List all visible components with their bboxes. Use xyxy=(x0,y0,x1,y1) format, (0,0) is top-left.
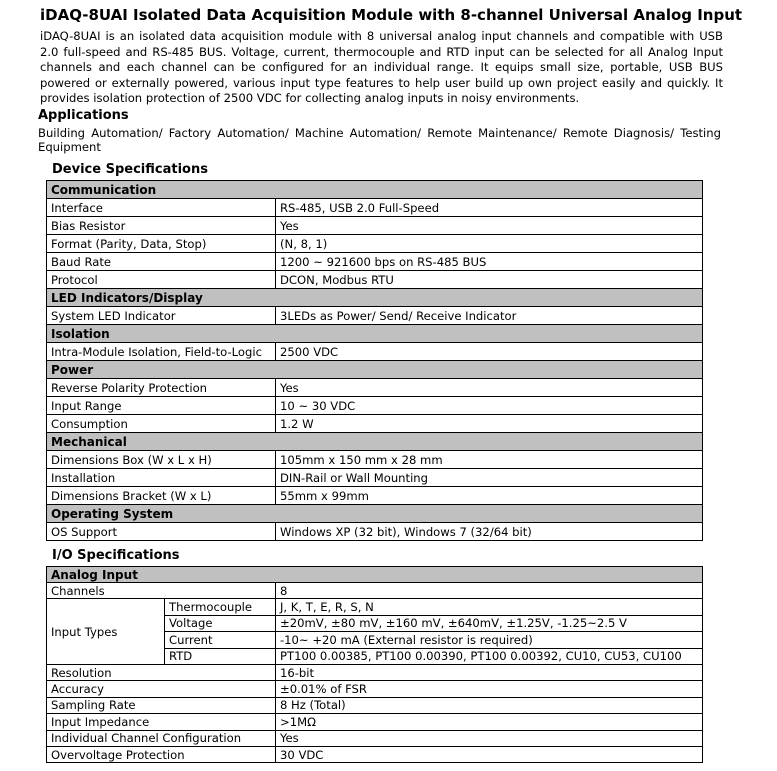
section-label: Operating System xyxy=(47,505,703,523)
spec-label: System LED Indicator xyxy=(47,307,276,325)
spec-label: Interface xyxy=(47,199,276,217)
table-row xyxy=(47,343,703,361)
device-specs-heading: Device Specifications xyxy=(52,162,208,177)
spec-value: 16-bit xyxy=(276,664,703,680)
table-row xyxy=(47,217,703,235)
table-row xyxy=(47,714,703,730)
spec-label: Accuracy xyxy=(47,681,276,697)
section-label: LED Indicators/Display xyxy=(47,289,703,307)
spec-value: 8 Hz (Total) xyxy=(276,697,703,713)
spec-label: Intra-Module Isolation, Field-to-Logic xyxy=(47,343,276,361)
applications-text: Building Automation/ Factory Automation/ Machine Automation/ Remote Maintenance/ Remote Diagnosis/ Testing Equipment xyxy=(38,126,721,154)
spec-label: Dimensions Box (W x L x H) xyxy=(47,451,276,469)
table-row xyxy=(47,451,703,469)
section-row xyxy=(47,505,703,523)
spec-value: 8 xyxy=(276,583,703,599)
spec-value: 30 VDC xyxy=(276,746,703,762)
spec-value: 105mm x 150 mm x 28 mm xyxy=(276,451,703,469)
intro-paragraph: iDAQ-8UAI is an isolated data acquisition module with 8 universal analog input channels and compatible with USB 2.0 full-speed and RS-485 BUS. Voltage, current, thermocouple and RTD input can be selected for all Analog Input channels and each channel can be configured for an individual range. It equips small size, portable, USB BUS powered or externally powered, various input type features to help user build up own project easily and quickly. It provides isolation protection of 2500 VDC for collecting analog inputs in noisy environments. xyxy=(40,29,723,106)
spec-label: Installation xyxy=(47,469,276,487)
section-label: Power xyxy=(47,361,703,379)
spec-value: Yes xyxy=(276,217,703,235)
table-row xyxy=(47,523,703,541)
spec-label: Input Impedance xyxy=(47,714,276,730)
spec-label: Overvoltage Protection xyxy=(47,746,276,762)
table-row xyxy=(47,730,703,746)
io-specs-table xyxy=(46,566,703,763)
table-row xyxy=(47,681,703,697)
section-row xyxy=(47,289,703,307)
spec-label: Bias Resistor xyxy=(47,217,276,235)
spec-value: 10 ~ 30 VDC xyxy=(276,397,703,415)
spec-value: 2500 VDC xyxy=(276,343,703,361)
spec-value: DIN-Rail or Wall Mounting xyxy=(276,469,703,487)
device-specs-table xyxy=(46,180,703,541)
spec-value: ±0.01% of FSR xyxy=(276,681,703,697)
spec-value: (N, 8, 1) xyxy=(276,235,703,253)
table-row xyxy=(47,697,703,713)
table-row xyxy=(47,397,703,415)
spec-value: 3LEDs as Power/ Send/ Receive Indicator xyxy=(276,307,703,325)
table-row xyxy=(47,599,703,615)
section-label: Communication xyxy=(47,181,703,199)
table-row xyxy=(47,664,703,680)
input-type-value: -10~ +20 mA (External resistor is required) xyxy=(276,632,703,648)
input-type-value: PT100 0.00385, PT100 0.00390, PT100 0.00392, CU10, CU53, CU100 xyxy=(276,648,703,664)
spec-label: Channels xyxy=(47,583,276,599)
input-type-value: J, K, T, E, R, S, N xyxy=(276,599,703,615)
input-type-name: Thermocouple xyxy=(165,599,276,615)
spec-label: Format (Parity, Data, Stop) xyxy=(47,235,276,253)
table-row xyxy=(47,379,703,397)
spec-value: Yes xyxy=(276,379,703,397)
applications-heading: Applications xyxy=(38,108,129,123)
spec-label: OS Support xyxy=(47,523,276,541)
spec-label: Dimensions Bracket (W x L) xyxy=(47,487,276,505)
input-type-name: Current xyxy=(165,632,276,648)
spec-value: 55mm x 99mm xyxy=(276,487,703,505)
section-label: Mechanical xyxy=(47,433,703,451)
table-row xyxy=(47,307,703,325)
spec-value: Windows XP (32 bit), Windows 7 (32/64 bit) xyxy=(276,523,703,541)
input-type-name: Voltage xyxy=(165,615,276,631)
input-type-name: RTD xyxy=(165,648,276,664)
table-row xyxy=(47,235,703,253)
table-row xyxy=(47,415,703,433)
table-row xyxy=(47,487,703,505)
spec-value: >1MΩ xyxy=(276,714,703,730)
spec-value: 1200 ~ 921600 bps on RS-485 BUS xyxy=(276,253,703,271)
spec-label: Reverse Polarity Protection xyxy=(47,379,276,397)
spec-value: 1.2 W xyxy=(276,415,703,433)
spec-label: Protocol xyxy=(47,271,276,289)
section-row xyxy=(47,433,703,451)
spec-label: Input Range xyxy=(47,397,276,415)
spec-value: RS-485, USB 2.0 Full-Speed xyxy=(276,199,703,217)
section-row xyxy=(47,567,703,583)
spec-value: Yes xyxy=(276,730,703,746)
table-row xyxy=(47,469,703,487)
section-label: Isolation xyxy=(47,325,703,343)
section-row xyxy=(47,181,703,199)
spec-value: DCON, Modbus RTU xyxy=(276,271,703,289)
section-row xyxy=(47,361,703,379)
spec-label: Sampling Rate xyxy=(47,697,276,713)
table-row xyxy=(47,199,703,217)
table-row xyxy=(47,746,703,762)
table-row xyxy=(47,583,703,599)
section-row xyxy=(47,325,703,343)
spec-label: Resolution xyxy=(47,664,276,680)
table-row xyxy=(47,253,703,271)
spec-label: Baud Rate xyxy=(47,253,276,271)
page-title: iDAQ-8UAI Isolated Data Acquisition Module with 8-channel Universal Analog Input xyxy=(40,6,743,24)
table-row xyxy=(47,271,703,289)
spec-label: Consumption xyxy=(47,415,276,433)
input-types-label: Input Types xyxy=(47,599,165,665)
input-type-value: ±20mV, ±80 mV, ±160 mV, ±640mV, ±1.25V, -1.25~2.5 V xyxy=(276,615,703,631)
section-label: Analog Input xyxy=(47,567,703,583)
io-specs-heading: I/O Specifications xyxy=(52,548,180,563)
spec-label: Individual Channel Configuration xyxy=(47,730,276,746)
